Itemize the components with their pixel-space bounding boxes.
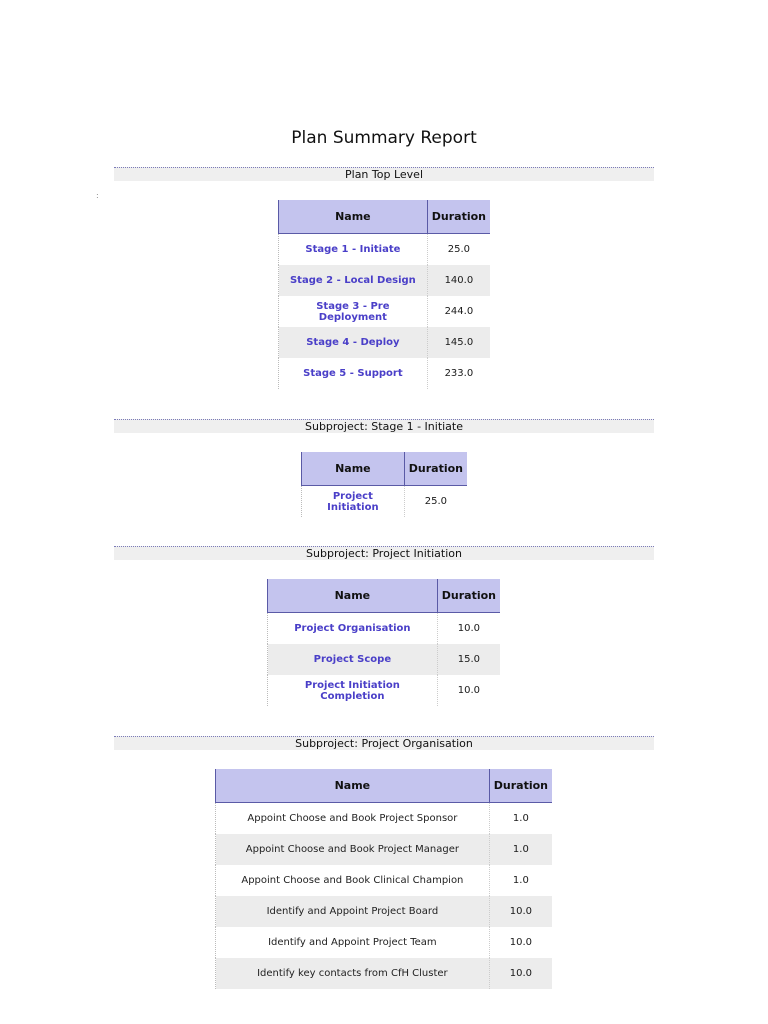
task-link[interactable]: Project Scope [268, 644, 438, 675]
table-row [216, 927, 553, 958]
task-duration: 244.0 [427, 296, 490, 327]
table-header-row [279, 200, 491, 234]
task-duration: 1.0 [489, 834, 552, 865]
task-link[interactable]: Project Initiation [302, 486, 405, 518]
task-link[interactable]: Project Initiation Completion [268, 675, 438, 706]
task-link[interactable]: Stage 2 - Local Design [279, 265, 428, 296]
table-row [216, 834, 553, 865]
task-duration: 10.0 [489, 927, 552, 958]
task-duration: 10.0 [489, 958, 552, 989]
table-row [216, 803, 553, 835]
task-name: Appoint Choose and Book Project Manager [216, 834, 490, 865]
column-header-name: Name [216, 769, 490, 803]
table-row [268, 644, 501, 675]
column-header-duration: Duration [489, 769, 552, 803]
table-row [279, 327, 491, 358]
stray-mark: : [96, 191, 99, 200]
table-header-row [216, 769, 553, 803]
report-title: Plan Summary Report [291, 128, 477, 148]
table-header-row [302, 452, 468, 486]
project-organisation-table [215, 769, 552, 989]
column-header-duration: Duration [437, 579, 500, 613]
table-row [279, 234, 491, 266]
section-heading-project-organisation: Subproject: Project Organisation [114, 736, 654, 750]
task-duration: 25.0 [427, 234, 490, 266]
table-row [268, 613, 501, 645]
task-duration: 140.0 [427, 265, 490, 296]
task-duration: 1.0 [489, 803, 552, 835]
table-header-row [268, 579, 501, 613]
task-name: Appoint Choose and Book Project Sponsor [216, 803, 490, 835]
column-header-duration: Duration [404, 452, 467, 486]
task-duration: 10.0 [489, 896, 552, 927]
task-name: Identify key contacts from CfH Cluster [216, 958, 490, 989]
table-row [216, 896, 553, 927]
stage-1-table [301, 452, 467, 517]
project-initiation-table [267, 579, 500, 706]
task-link[interactable]: Stage 4 - Deploy [279, 327, 428, 358]
column-header-name: Name [268, 579, 438, 613]
task-link[interactable]: Stage 3 - Pre Deployment [279, 296, 428, 327]
task-duration: 1.0 [489, 865, 552, 896]
task-link[interactable]: Stage 5 - Support [279, 358, 428, 389]
table-row [302, 486, 468, 518]
column-header-duration: Duration [427, 200, 490, 234]
table-row [268, 675, 501, 706]
task-name: Identify and Appoint Project Board [216, 896, 490, 927]
task-duration: 15.0 [437, 644, 500, 675]
plan-top-level-table [278, 200, 490, 389]
task-duration: 25.0 [404, 486, 467, 518]
task-duration: 10.0 [437, 675, 500, 706]
section-heading-top-level: Plan Top Level [114, 167, 654, 181]
task-duration: 233.0 [427, 358, 490, 389]
table-row [279, 358, 491, 389]
table-row [216, 958, 553, 989]
section-heading-stage-1: Subproject: Stage 1 - Initiate [114, 419, 654, 433]
section-heading-project-initiation: Subproject: Project Initiation [114, 546, 654, 560]
table-row [216, 865, 553, 896]
task-duration: 145.0 [427, 327, 490, 358]
task-name: Identify and Appoint Project Team [216, 927, 490, 958]
column-header-name: Name [279, 200, 428, 234]
table-row [279, 265, 491, 296]
task-name: Appoint Choose and Book Clinical Champion [216, 865, 490, 896]
column-header-name: Name [302, 452, 405, 486]
table-row [279, 296, 491, 327]
task-link[interactable]: Stage 1 - Initiate [279, 234, 428, 266]
task-duration: 10.0 [437, 613, 500, 645]
task-link[interactable]: Project Organisation [268, 613, 438, 645]
